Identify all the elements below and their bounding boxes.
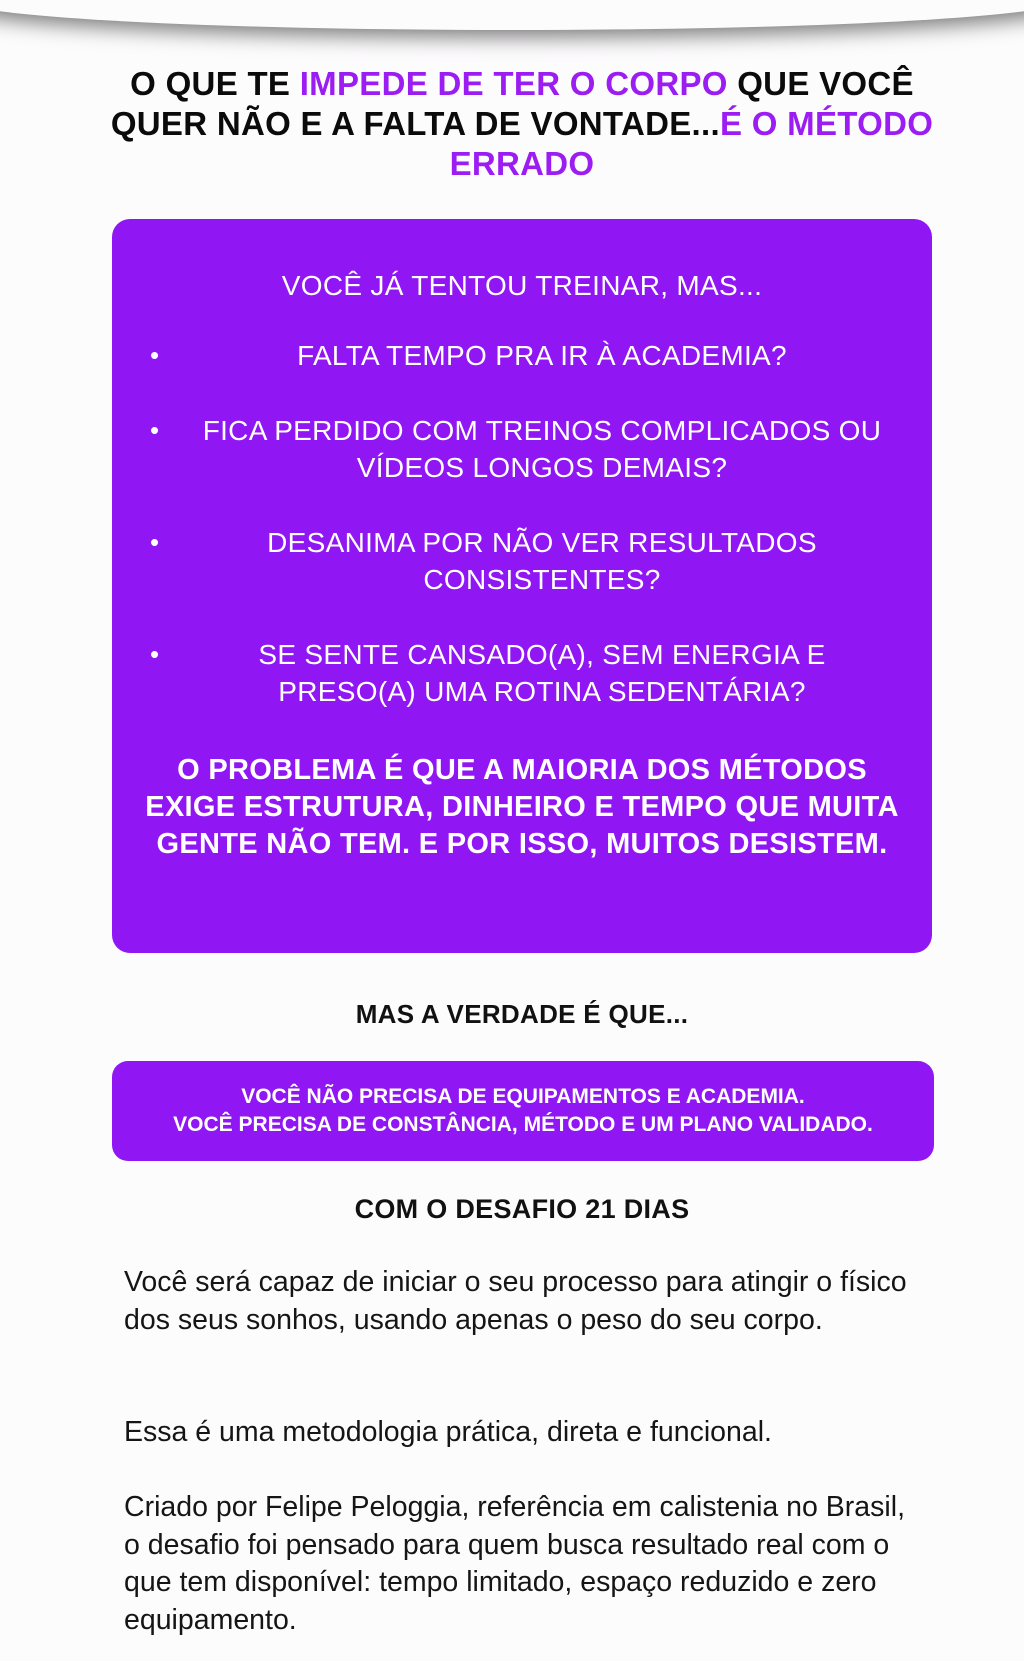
header-shadow	[0, 0, 1024, 30]
bullet-icon: •	[150, 527, 160, 557]
headline-part-1: O QUE TE	[130, 65, 300, 102]
pain-points-box	[112, 219, 932, 953]
bullet-icon: •	[150, 415, 160, 445]
challenge-paragraph: Criado por Felipe Peloggia, referência em calistenia no Brasil, o desafio foi pensado para quem busca resultado real com o que tem disponível: tempo limitado, espaço reduzido e zero equipamento.	[124, 1491, 905, 1636]
headline-accent-2: É O MÉTODO ERRADO	[449, 105, 934, 182]
pain-item-text: DESANIMA POR NÃO VER RESULTADOS CONSISTENTES?	[267, 527, 817, 595]
pain-item-text: SE SENTE CANSADO(A), SEM ENERGIA E PRESO(A) UMA ROTINA SEDENTÁRIA?	[258, 639, 826, 707]
truth-heading: MAS A VERDADE É QUE...	[355, 999, 689, 1029]
headline-accent-1: IMPEDE DE TER O CORPO	[299, 65, 728, 102]
pain-item	[112, 524, 932, 598]
challenge-heading: COM O DESAFIO 21 DIAS	[354, 1194, 690, 1224]
headline-part-2: QUE VOCÊ QUER NÃO E A FALTA DE VONTADE...	[110, 65, 914, 142]
bullet-icon: •	[150, 639, 160, 669]
problem-statement: O PROBLEMA É QUE A MAIORIA DOS MÉTODOS EXIGE ESTRUTURA, DINHEIRO E TEMPO QUE MUITA GENTE NÃO TEM. E POR ISSO, MUITOS DESISTEM.	[145, 754, 899, 860]
truth-box	[112, 1061, 934, 1161]
page-headline	[110, 64, 934, 184]
challenge-paragraph: Você será capaz de iniciar o seu processo para atingir o físico dos seus sonhos, usando apenas o peso do seu corpo.	[124, 1266, 907, 1336]
truth-line-2: VOCÊ PRECISA DE CONSTÂNCIA, MÉTODO E UM PLANO VALIDADO.	[173, 1113, 873, 1136]
pain-item-text: FICA PERDIDO COM TREINOS COMPLICADOS OU VÍDEOS LONGOS DEMAIS?	[202, 415, 882, 483]
pain-item	[112, 636, 932, 710]
truth-line-1: VOCÊ NÃO PRECISA DE EQUIPAMENTOS E ACADEMIA.	[241, 1085, 805, 1108]
pain-item	[112, 337, 932, 374]
pain-item	[112, 412, 932, 486]
bullet-icon: •	[150, 340, 160, 370]
pain-intro: VOCÊ JÁ TENTOU TREINAR, MAS...	[281, 270, 763, 301]
pain-item-text: FALTA TEMPO PRA IR À ACADEMIA?	[297, 340, 787, 371]
challenge-paragraph: Essa é uma metodologia prática, direta e funcional.	[124, 1416, 772, 1448]
